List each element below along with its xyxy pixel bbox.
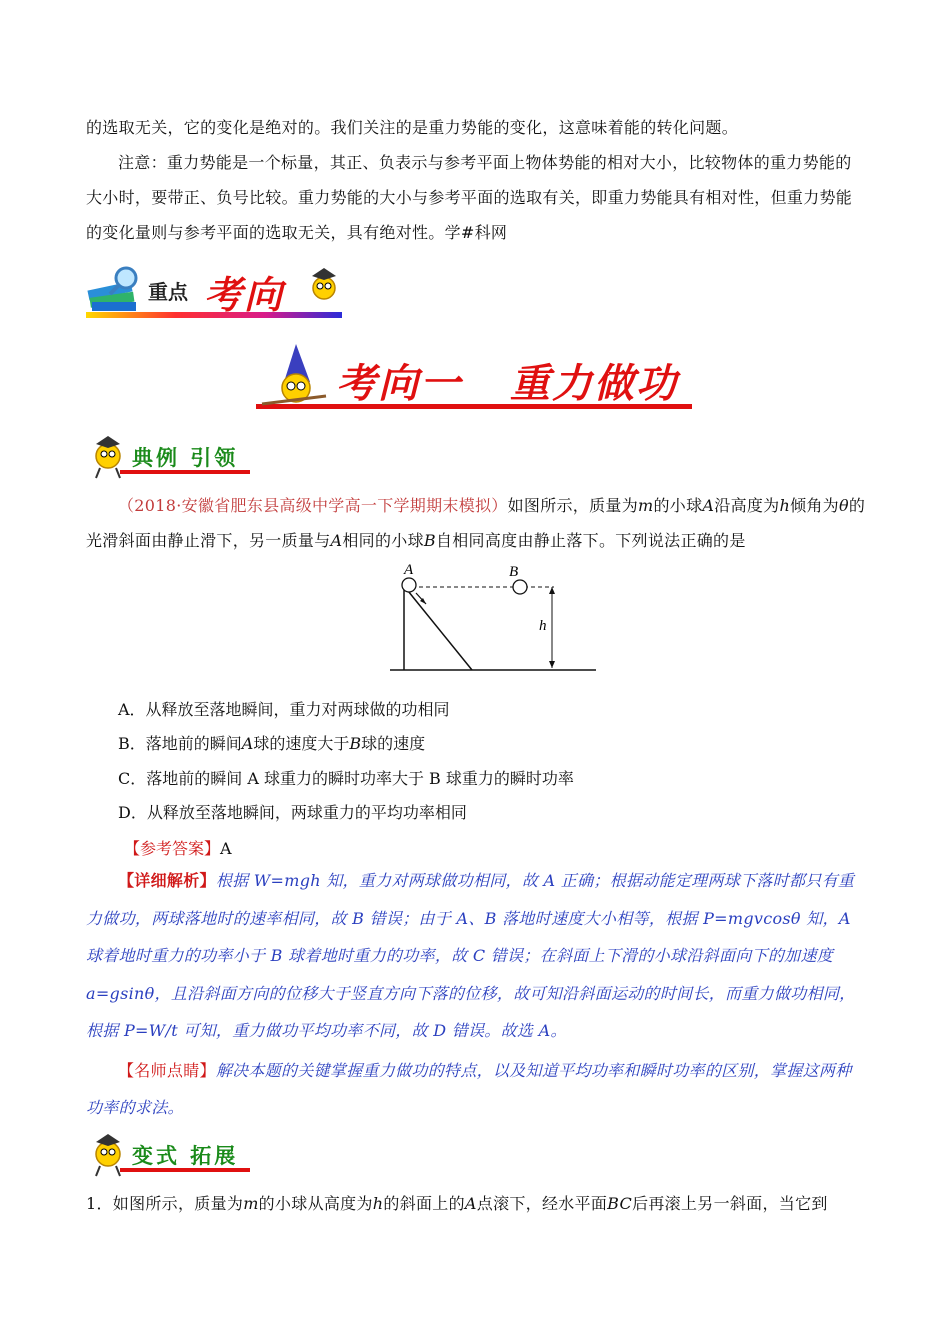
label-a: A bbox=[404, 562, 414, 578]
incline-slope bbox=[404, 586, 472, 670]
answer-value: A bbox=[220, 839, 232, 858]
section-topic: 重力做功 bbox=[510, 360, 678, 407]
question-stem: （2018·安徽省肥东县高级中学高一下学期期末模拟）如图所示，质量为m的小球A沿高度为h倾角为θ的光滑斜面由静止滑下，另一质量与A相同的小球B自相同高度由静止落下。下列说法正确的是 bbox=[86, 496, 866, 550]
answer-line bbox=[124, 837, 232, 861]
label-h: h bbox=[539, 618, 547, 634]
tip-label: 【名师点睛】 bbox=[118, 1061, 216, 1080]
banner-small-text: 重点 bbox=[148, 280, 188, 304]
analysis-label: 【详细解析】 bbox=[118, 871, 216, 890]
intro-note: 注意：重力势能是一个标量，其正、负表示与参考平面上物体势能的相对大小，比较物体的重力势能的大小时，要带正、负号比较。重力势能的大小与参考平面的选取有关，即重力势能具有相对性，但重力势能的变化量则与参考平面的选取无关，具有绝对性。学#科网 bbox=[86, 153, 853, 242]
analysis-text: 根据 W=mgh 知，重力对两球做功相同，故 A 正确；根据动能定理两球下落时都只有重力做功，两球落地时的速率相同，故 B 错误；由于 A、B 落地时速度大小相等，根据 P=mgvcosθ 知，A 球着地时重力的功率小于 B 球着地时重力的功率，故 C 错误；在斜面上下滑的小球沿斜面向下的加速度 a=gsinθ，且沿斜面方向的位移大于竖直方向下落的位移，故可知沿斜面运动的时间长，而重力做功相同，根据 P=W/t 可知，重力做功平均功率不同，故 D 错误。故选 A。 bbox=[86, 871, 856, 1040]
tip-paragraph bbox=[86, 1052, 866, 1126]
ball-a bbox=[402, 578, 416, 592]
option-c: C．落地前的瞬间 A 球重力的瞬时功率大于 B 球重力的瞬时功率 bbox=[118, 769, 574, 788]
question-1: 1．如图所示，质量为m的小球从高度为h的斜面上的A点滚下，经水平面BC后再滚上另一斜面，当它到 bbox=[86, 1194, 828, 1213]
option-a: A．从释放至落地瞬间，重力对两球做的功相同 bbox=[118, 700, 450, 719]
option-d: D．从释放至落地瞬间，两球重力的平均功率相同 bbox=[118, 803, 467, 822]
example-tag bbox=[86, 430, 256, 480]
incline-figure bbox=[386, 560, 600, 676]
analysis-paragraph bbox=[86, 862, 866, 1050]
example-tag-text: 典例 引领 bbox=[132, 446, 239, 470]
option-b: B．落地前的瞬间A球的速度大于B球的速度 bbox=[118, 734, 426, 753]
answer-label: 【参考答案】 bbox=[124, 839, 221, 858]
key-direction-banner bbox=[86, 262, 348, 318]
intro-line: 的选取无关，它的变化是绝对的。我们关注的是重力势能的变化，这意味着能的转化问题。 bbox=[86, 118, 739, 137]
ball-b bbox=[513, 580, 527, 594]
tip-text: 解决本题的关键掌握重力做功的特点，以及知道平均功率和瞬时功率的区别，掌握这两种功率的求法。 bbox=[86, 1061, 852, 1117]
label-b: B bbox=[509, 564, 519, 580]
section-title-banner bbox=[256, 338, 696, 416]
variant-tag-text: 变式 拓展 bbox=[132, 1144, 239, 1168]
variant-tag bbox=[86, 1128, 256, 1178]
banner-big-text: 考向 bbox=[204, 272, 285, 317]
question-source: （2018·安徽省肥东县高级中学高一下学期期末模拟） bbox=[118, 496, 508, 515]
section-label: 考向一 bbox=[336, 360, 462, 407]
